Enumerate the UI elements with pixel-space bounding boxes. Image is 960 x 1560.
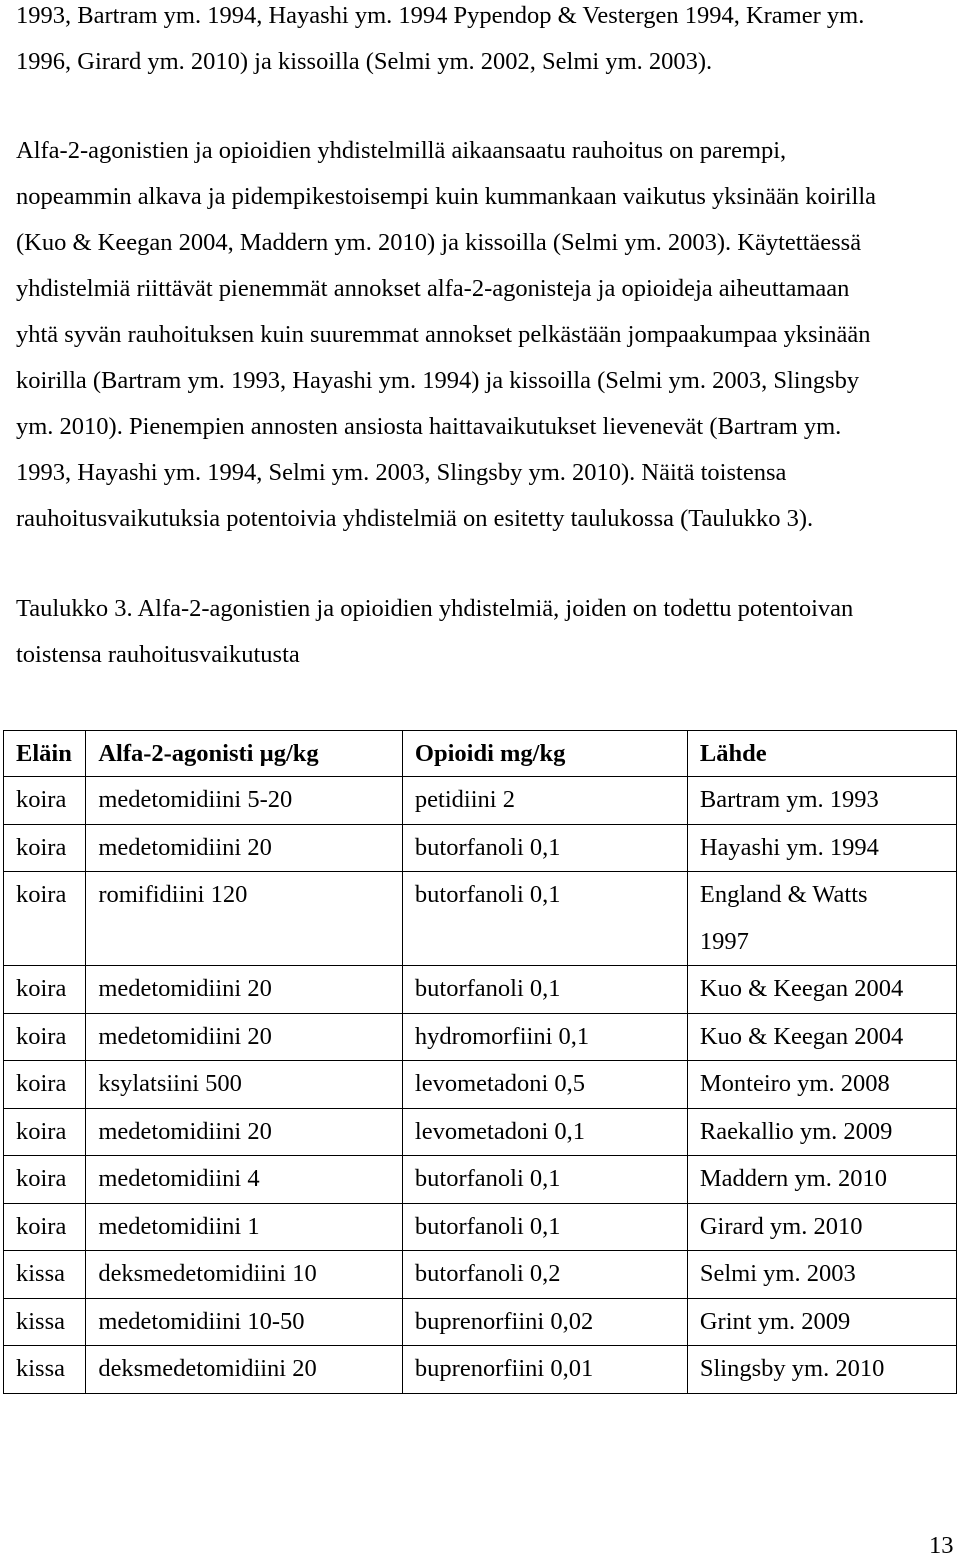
cell-source: Bartram ym. 1993 [687, 777, 956, 825]
cell-animal: kissa [4, 1251, 86, 1299]
cell-opioid: levometadoni 0,5 [402, 1061, 687, 1109]
cell-alpha2-agonist: romifidiini 120 [86, 872, 403, 966]
header-cell-animal: Eläin [4, 731, 86, 777]
table-row [4, 966, 957, 1014]
paragraph-line: Alfa-2-agonistien ja opioidien yhdistelmillä aikaansaatu rauhoitus on parempi, [16, 137, 787, 164]
cell-opioid: buprenorfiini 0,01 [402, 1346, 687, 1394]
cell-alpha2-agonist: medetomidiini 20 [86, 1108, 403, 1156]
cell-source-line: England & Watts [699, 881, 868, 908]
cell-opioid: butorfanoli 0,1 [402, 966, 687, 1014]
cell-alpha2-agonist: medetomidiini 5-20 [86, 777, 403, 825]
table-row [4, 824, 957, 872]
cell-alpha2-agonist: ksylatsiini 500 [86, 1061, 403, 1109]
cell-opioid: levometadoni 0,1 [402, 1108, 687, 1156]
cell-source: Raekallio ym. 2009 [687, 1108, 956, 1156]
cell-source: Slingsby ym. 2010 [687, 1346, 956, 1394]
cell-alpha2-agonist: medetomidiini 4 [86, 1156, 403, 1204]
cell-animal: koira [4, 1203, 86, 1251]
cell-opioid: petidiini 2 [402, 777, 687, 825]
paragraph-line: yhtä syvän rauhoituksen kuin suuremmat annokset pelkästään jompaakumpaa yksinään [16, 321, 871, 348]
cell-animal: koira [4, 1156, 86, 1204]
cell-source: Selmi ym. 2003 [687, 1251, 956, 1299]
table-row [4, 1251, 957, 1299]
table-row [4, 1298, 957, 1346]
header-cell-source: Lähde [687, 731, 956, 777]
header-cell-opioid: Opioidi mg/kg [402, 731, 687, 777]
cell-source: Girard ym. 2010 [687, 1203, 956, 1251]
cell-opioid: hydromorfiini 0,1 [402, 1013, 687, 1061]
cell-animal: koira [4, 1061, 86, 1109]
cell-opioid: butorfanoli 0,1 [402, 824, 687, 872]
cell-opioid: butorfanoli 0,2 [402, 1251, 687, 1299]
table-row [4, 777, 957, 825]
cell-animal: kissa [4, 1298, 86, 1346]
table-row [4, 1108, 957, 1156]
paragraph-line: (Kuo & Keegan 2004, Maddern ym. 2010) ja kissoilla (Selmi ym. 2003). Käytettäessä [16, 229, 862, 256]
paragraph-line: nopeammin alkava ja pidempikestoisempi kuin kummankaan vaikutus yksinään koirilla [16, 183, 877, 210]
cell-animal: koira [4, 824, 86, 872]
sedation-combinations-table [3, 730, 957, 1394]
cell-animal: koira [4, 777, 86, 825]
cell-alpha2-agonist: medetomidiini 20 [86, 966, 403, 1014]
cell-source: Kuo & Keegan 2004 [687, 966, 956, 1014]
table-row [4, 1156, 957, 1204]
table-row [4, 1061, 957, 1109]
table-caption-line: toistensa rauhoitusvaikutusta [16, 641, 300, 668]
cell-animal: koira [4, 1013, 86, 1061]
cell-source: Grint ym. 2009 [687, 1298, 956, 1346]
paragraph-line: rauhoitusvaikutuksia potentoivia yhdistelmiä on esitetty taulukossa (Taulukko 3). [16, 505, 814, 532]
table-header-row [4, 731, 957, 777]
paragraph-line: ym. 2010). Pienempien annosten ansiosta haittavaikutukset lievenevät (Bartram ym. [16, 413, 842, 440]
cell-source: Kuo & Keegan 2004 [687, 1013, 956, 1061]
cell-alpha2-agonist: medetomidiini 20 [86, 824, 403, 872]
cell-source: Maddern ym. 2010 [687, 1156, 956, 1204]
cell-alpha2-agonist: medetomidiini 1 [86, 1203, 403, 1251]
table-row [4, 1203, 957, 1251]
cell-source-line: 1997 [699, 927, 749, 955]
cell-opioid: butorfanoli 0,1 [402, 1156, 687, 1204]
cell-opioid: buprenorfiini 0,02 [402, 1298, 687, 1346]
cell-source [687, 872, 956, 966]
header-cell-alpha2-agonist: Alfa-2-agonisti µg/kg [86, 731, 403, 777]
paragraph-line: koirilla (Bartram ym. 1993, Hayashi ym. 1994) ja kissoilla (Selmi ym. 2003, Slingsby [16, 367, 860, 394]
table-caption-line: Taulukko 3. Alfa-2-agonistien ja opioidien yhdistelmiä, joiden on todettu potentoivan [16, 595, 854, 622]
table-row [4, 1013, 957, 1061]
cell-animal: koira [4, 966, 86, 1014]
cell-opioid: butorfanoli 0,1 [402, 872, 687, 966]
table-row [4, 872, 957, 966]
page-number: 13 [929, 1532, 954, 1559]
cell-animal: kissa [4, 1346, 86, 1394]
cell-source: Monteiro ym. 2008 [687, 1061, 956, 1109]
cell-alpha2-agonist: medetomidiini 10-50 [86, 1298, 403, 1346]
paragraph-line: 1993, Hayashi ym. 1994, Selmi ym. 2003, Slingsby ym. 2010). Näitä toistensa [16, 459, 787, 486]
cell-animal: koira [4, 872, 86, 966]
table-row [4, 1346, 957, 1394]
cell-alpha2-agonist: deksmedetomidiini 10 [86, 1251, 403, 1299]
cell-animal: koira [4, 1108, 86, 1156]
cell-source: Hayashi ym. 1994 [687, 824, 956, 872]
cell-alpha2-agonist: medetomidiini 20 [86, 1013, 403, 1061]
paragraph-line: yhdistelmiä riittävät pienemmät annokset alfa-2-agonisteja ja opioideja aiheuttamaan [16, 275, 850, 302]
cell-opioid: butorfanoli 0,1 [402, 1203, 687, 1251]
paragraph-line: 1993, Bartram ym. 1994, Hayashi ym. 1994 Pypendop & Vestergen 1994, Kramer ym. [16, 2, 865, 29]
paragraph-line: 1996, Girard ym. 2010) ja kissoilla (Selmi ym. 2002, Selmi ym. 2003). [16, 48, 713, 75]
cell-alpha2-agonist: deksmedetomidiini 20 [86, 1346, 403, 1394]
